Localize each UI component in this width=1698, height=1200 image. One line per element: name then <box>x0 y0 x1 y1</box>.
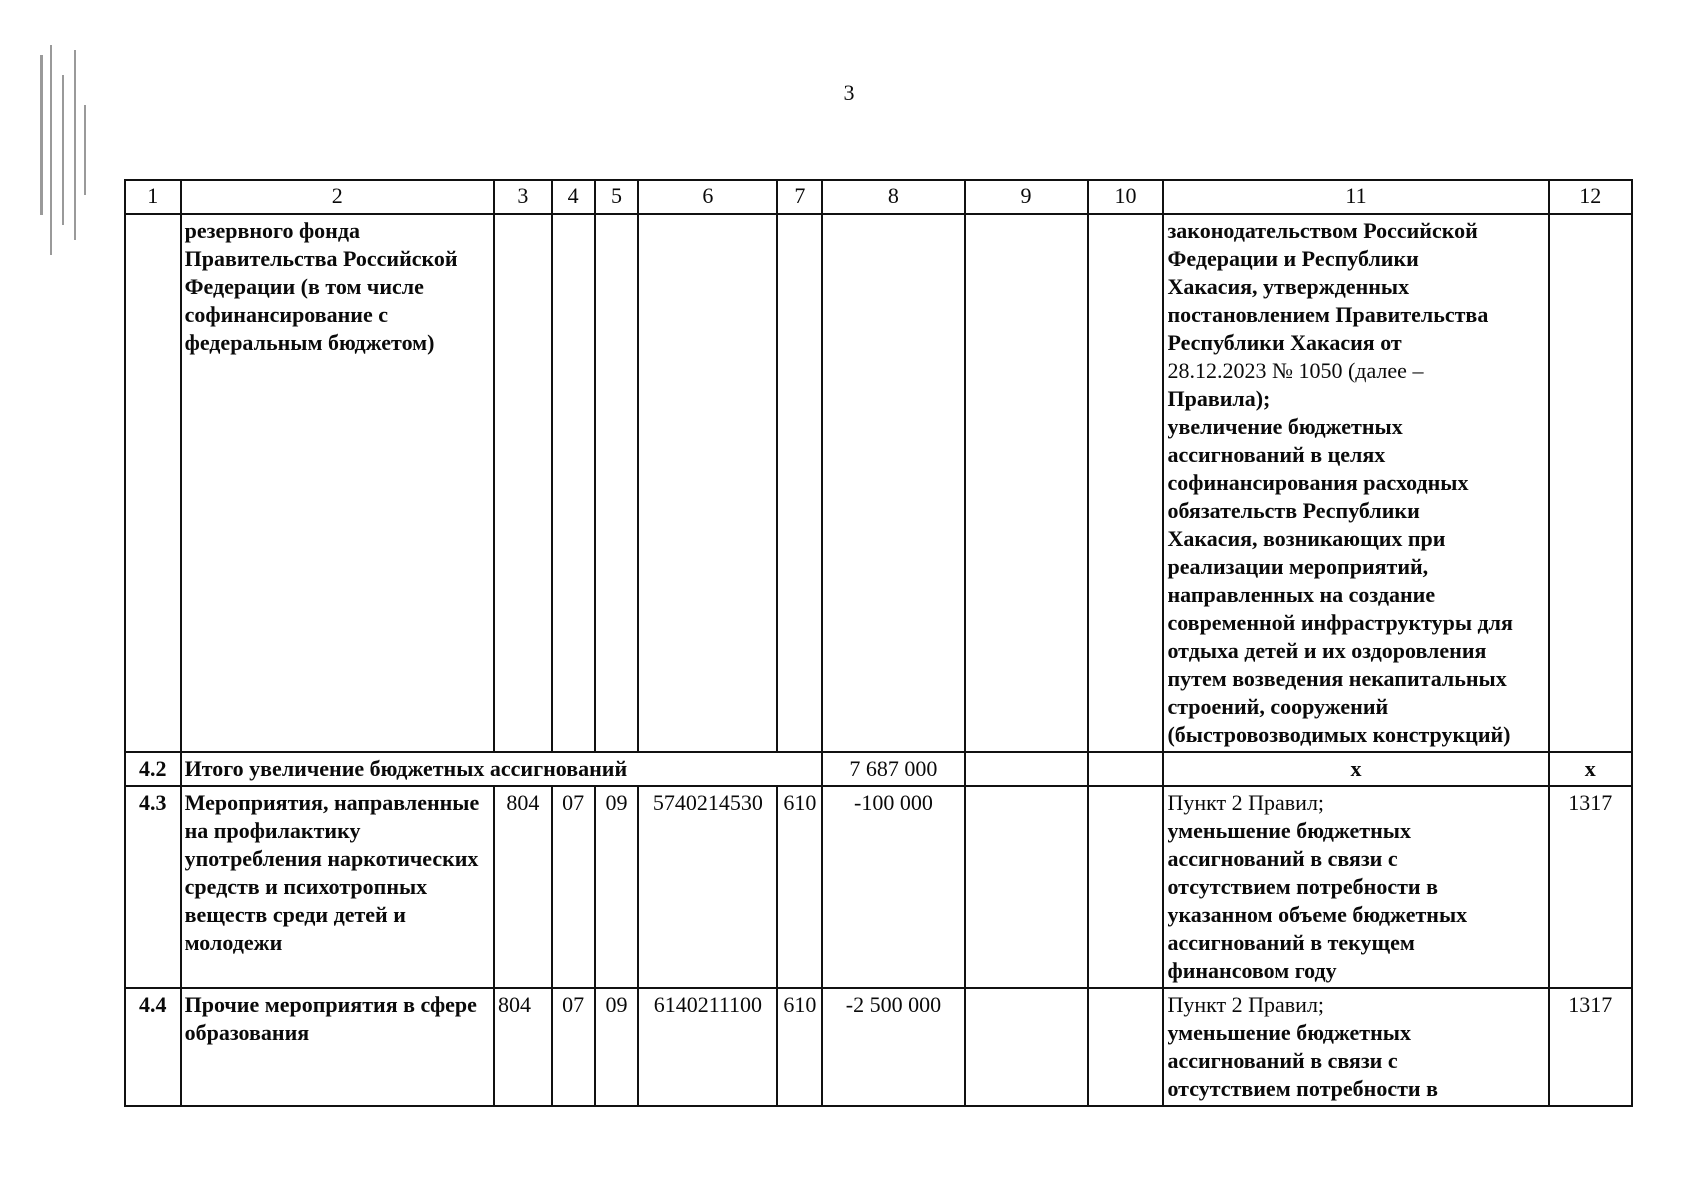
basis-line: Хакасия, возникающих при <box>1167 526 1446 551</box>
table-row-4-2 <box>125 752 1632 786</box>
basis-line: Хакасия, утвержденных <box>1167 274 1410 299</box>
section-code-cell: 07 <box>552 786 595 988</box>
header-cell: 10 <box>1088 180 1164 214</box>
header-cell: 11 <box>1163 180 1548 214</box>
item-name-line: средств и психотропных <box>184 874 428 899</box>
item-name-cell <box>181 786 494 988</box>
basis-line: ассигнований в связи с <box>1167 846 1398 871</box>
basis-line: обязательств Республики <box>1167 498 1420 523</box>
basis-line: Пункт 2 Правил; <box>1167 790 1325 815</box>
amount-cell: -100 000 <box>822 786 964 988</box>
basis-cell <box>1163 988 1548 1106</box>
cell <box>1088 988 1164 1106</box>
basis-line: ассигнований в текущем <box>1167 930 1415 955</box>
basis-cell <box>1163 786 1548 988</box>
scan-margin-stamp <box>32 45 94 260</box>
cell <box>965 988 1088 1106</box>
item-name-line: федеральным бюджетом) <box>184 330 435 355</box>
basis-line: Пункт 2 Правил; <box>1167 992 1325 1017</box>
basis-line: 28.12.2023 № 1050 (далее – <box>1167 358 1424 383</box>
header-cell: 4 <box>552 180 595 214</box>
item-name-line: софинансирование с <box>184 302 389 327</box>
item-name-line: Правительства Российской <box>184 246 458 271</box>
basis-line: указанном объеме бюджетных <box>1167 902 1468 927</box>
basis-line: уменьшение бюджетных <box>1167 818 1411 843</box>
item-name-cell <box>181 988 494 1106</box>
cell <box>638 214 777 752</box>
basis-line: ассигнований в целях <box>1167 442 1386 467</box>
item-name-line: веществ среди детей и <box>184 902 406 927</box>
basis-line: финансовом году <box>1167 958 1337 983</box>
target-article-cell: 5740214530 <box>638 786 777 988</box>
item-name-line: употребления наркотических <box>184 846 479 871</box>
cell <box>965 786 1088 988</box>
cell <box>595 214 639 752</box>
item-name-cell <box>181 214 494 752</box>
cell <box>552 214 595 752</box>
expense-type-cell: 610 <box>777 988 822 1106</box>
cell <box>1088 786 1164 988</box>
code-cell: 1317 <box>1549 786 1633 988</box>
ministry-code-cell: 804 <box>494 786 552 988</box>
cell <box>494 214 552 752</box>
code-cell: х <box>1549 752 1633 786</box>
header-cell: 2 <box>181 180 494 214</box>
cell <box>822 214 964 752</box>
amount-cell: -2 500 000 <box>822 988 964 1106</box>
header-cell: 3 <box>494 180 552 214</box>
item-name-line: Федерации (в том числе <box>184 274 424 299</box>
header-cell: 8 <box>822 180 964 214</box>
basis-line: современной инфраструктуры для <box>1167 610 1513 635</box>
ministry-code-cell: 804 <box>494 988 552 1106</box>
cell <box>1549 214 1633 752</box>
basis-line: отсутствием потребности в <box>1167 1076 1438 1101</box>
basis-line: Федерации и Республики <box>1167 246 1419 271</box>
basis-line: направленных на создание <box>1167 582 1436 607</box>
cell <box>965 214 1088 752</box>
basis-line: отсутствием потребности в <box>1167 874 1438 899</box>
header-cell: 1 <box>125 180 181 214</box>
item-name-line: молодежи <box>184 930 283 955</box>
header-cell: 12 <box>1549 180 1633 214</box>
basis-line: увеличение бюджетных <box>1167 414 1403 439</box>
total-label-cell: Итого увеличение бюджетных ассигнований <box>181 752 823 786</box>
basis-line: уменьшение бюджетных <box>1167 1020 1411 1045</box>
basis-line: реализации мероприятий, <box>1167 554 1429 579</box>
basis-line: (быстровозводимых конструкций) <box>1167 722 1511 747</box>
header-cell: 5 <box>595 180 639 214</box>
basis-line: отдыха детей и их оздоровления <box>1167 638 1487 663</box>
row-number-cell: 4.3 <box>125 786 181 988</box>
basis-line: строений, сооружений <box>1167 694 1389 719</box>
item-name-line: на профилактику <box>184 818 361 843</box>
header-cell: 9 <box>965 180 1088 214</box>
cell <box>1088 214 1164 752</box>
basis-line: путем возведения некапитальных <box>1167 666 1507 691</box>
basis-line: софинансирования расходных <box>1167 470 1469 495</box>
code-cell: 1317 <box>1549 988 1633 1106</box>
item-name-line: резервного фонда <box>184 218 360 243</box>
table-row-4-4 <box>125 988 1632 1106</box>
basis-cell: х <box>1163 752 1548 786</box>
item-name-line: Мероприятия, направленные <box>184 790 480 815</box>
budget-table <box>124 179 1633 1107</box>
basis-cell <box>1163 214 1548 752</box>
header-cell: 7 <box>777 180 822 214</box>
cell <box>1088 752 1164 786</box>
section-code-cell: 07 <box>552 988 595 1106</box>
basis-line: ассигнований в связи с <box>1167 1048 1398 1073</box>
table-row-4-3 <box>125 786 1632 988</box>
basis-line: Республики Хакасия от <box>1167 330 1402 355</box>
row-number-cell: 4.2 <box>125 752 181 786</box>
table-row-continuation <box>125 214 1632 752</box>
subsection-code-cell: 09 <box>595 988 639 1106</box>
item-name-line: Прочие мероприятия в сфере <box>184 992 477 1017</box>
target-article-cell: 6140211100 <box>638 988 777 1106</box>
page-number: 3 <box>843 80 855 105</box>
cell <box>965 752 1088 786</box>
subsection-code-cell: 09 <box>595 786 639 988</box>
item-name-line: образования <box>184 1020 310 1045</box>
basis-line: Правила); <box>1167 386 1271 411</box>
basis-line: законодательством Российской <box>1167 218 1478 243</box>
row-number-cell <box>125 214 181 752</box>
header-cell: 6 <box>638 180 777 214</box>
amount-cell: 7 687 000 <box>822 752 964 786</box>
expense-type-cell: 610 <box>777 786 822 988</box>
header-row <box>125 180 1632 214</box>
basis-line: постановлением Правительства <box>1167 302 1489 327</box>
cell <box>777 214 822 752</box>
row-number-cell: 4.4 <box>125 988 181 1106</box>
